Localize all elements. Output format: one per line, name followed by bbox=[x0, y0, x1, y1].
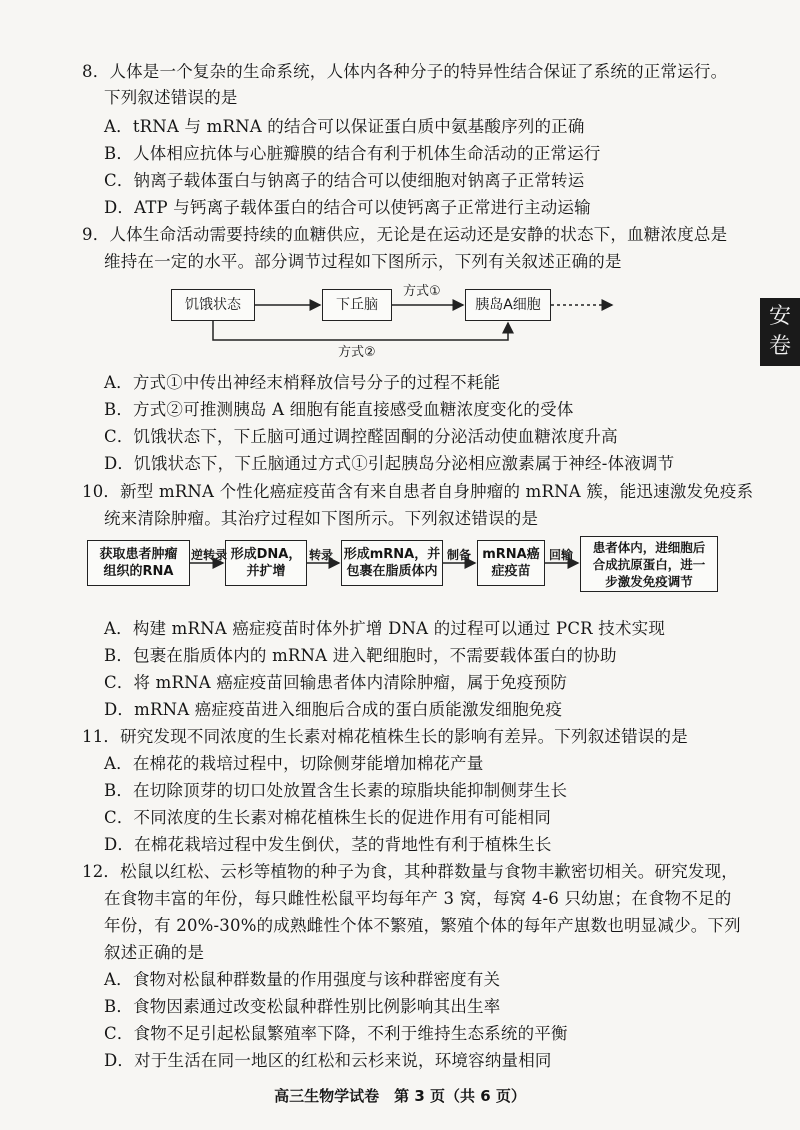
q10-option-d: D．mRNA 癌症疫苗进入细胞后合成的蛋白质能激发细胞免疫 bbox=[104, 700, 563, 719]
q11-option-c: C．不同浓度的生长素对棉花植株生长的促进作用有可能相同 bbox=[104, 808, 552, 827]
q10-label-reinfuse: 回输 bbox=[549, 548, 574, 562]
q12-stem: 12．松鼠以红松、云杉等植物的种子为食，其种群数量与食物丰歉密切相关。研究发现， bbox=[82, 862, 738, 881]
side-tab-line2: 卷 bbox=[768, 334, 791, 359]
q10-option-c: C．将 mRNA 癌症疫苗回输患者体内清除肿瘤，属于免疫预防 bbox=[104, 673, 568, 692]
q12-option-c: C．食物不足引起松鼠繁殖率下降，不利于维持生态系统的平衡 bbox=[104, 1024, 568, 1043]
q9-option-b: B．方式②可推测胰岛 A 细胞有能直接感受血糖浓度变化的受体 bbox=[104, 400, 574, 419]
q8-option-d: D．ATP 与钙离子载体蛋白的结合可以使钙离子正常进行主动运输 bbox=[104, 198, 591, 217]
side-tab bbox=[760, 298, 800, 366]
q9-option-c: C．饥饿状态下，下丘脑可通过调控醛固酮的分泌活动使血糖浓度升高 bbox=[104, 427, 618, 446]
q10-label-reverse-transcription: 逆转录 bbox=[191, 548, 228, 562]
q9-box-hypothalamus: 下丘脑 bbox=[322, 289, 392, 321]
q9-option-d: D．饥饿状态下，下丘脑通过方式①引起胰岛分泌相应激素属于神经-体液调节 bbox=[104, 454, 675, 473]
q10-stem: 10．新型 mRNA 个性化癌症疫苗含有来自患者自身肿瘤的 mRNA 簇，能迅速激发免疫系 bbox=[82, 482, 754, 501]
q9-box-hunger: 饥饿状态 bbox=[171, 289, 255, 321]
q9-label-route2: 方式② bbox=[338, 345, 376, 360]
q9-stem-cont: 维持在一定的水平。部分调节过程如下图所示，下列有关叙述正确的是 bbox=[104, 252, 622, 271]
q8-stem-cont: 下列叙述错误的是 bbox=[104, 88, 238, 107]
q9-stem: 9．人体生命活动需要持续的血糖供应，无论是在运动还是安静的状态下，血糖浓度总是 bbox=[82, 225, 728, 244]
q9-box-islet-a: 胰岛A细胞 bbox=[465, 289, 551, 321]
q9-label-route1: 方式① bbox=[403, 284, 441, 299]
q10-option-a: A．构建 mRNA 癌症疫苗时体外扩增 DNA 的过程可以通过 PCR 技术实现 bbox=[104, 619, 666, 638]
q12-stem-cont-2: 年份，有 20%-30%的成熟雌性个体不繁殖，繁殖个体的每年产崽数也明显减少。下列 bbox=[104, 916, 741, 935]
q12-option-b: B．食物因素通过改变松鼠种群性别比例影响其出生率 bbox=[104, 997, 501, 1016]
q8-option-a: A．tRNA 与 mRNA 的结合可以保证蛋白质中氨基酸序列的正确 bbox=[104, 117, 585, 136]
q10-box-rna: 获取患者肿瘤 组织的RNA bbox=[87, 540, 190, 586]
q12-option-a: A．食物对松鼠种群数量的作用强度与该种群密度有关 bbox=[104, 970, 501, 989]
q8-option-c: C．钠离子载体蛋白与钠离子的结合可以使细胞对钠离子正常转运 bbox=[104, 171, 585, 190]
q10-box-dna: 形成DNA， 并扩增 bbox=[225, 540, 307, 586]
q9-option-a: A．方式①中传出神经末梢释放信号分子的过程不耗能 bbox=[104, 373, 501, 392]
q11-option-b: B．在切除顶芽的切口处放置含生长素的琼脂块能抑制侧芽生长 bbox=[104, 781, 568, 800]
q8-stem: 8．人体是一个复杂的生命系统，人体内各种分子的特异性结合保证了系统的正常运行。 bbox=[82, 62, 728, 81]
q12-stem-cont-3: 叙述正确的是 bbox=[104, 943, 205, 962]
q10-label-transcription: 转录 bbox=[309, 548, 334, 562]
q11-option-d: D．在棉花栽培过程中发生倒伏，茎的背地性有利于植株生长 bbox=[104, 835, 552, 854]
q10-stem-cont: 统来清除肿瘤。其治疗过程如下图所示。下列叙述错误的是 bbox=[104, 509, 539, 528]
q10-option-b: B．包裹在脂质体内的 mRNA 进入靶细胞时，不需要载体蛋白的协助 bbox=[104, 646, 617, 665]
q11-option-a: A．在棉花的栽培过程中，切除侧芽能增加棉花产量 bbox=[104, 754, 484, 773]
page-footer: 高三生物学试卷 第 3 页（共 6 页） bbox=[274, 1087, 526, 1105]
q10-box-mrna: 形成mRNA，并 包裹在脂质体内 bbox=[341, 540, 443, 586]
q12-option-d: D．对于生活在同一地区的红松和云杉来说，环境容纳量相同 bbox=[104, 1051, 552, 1070]
side-tab-line1: 安 bbox=[768, 304, 791, 329]
q10-box-vaccine: mRNA癌 症疫苗 bbox=[477, 540, 545, 586]
q10-box-patient: 患者体内，进细胞后 合成抗原蛋白，进一 步激发免疫调节 bbox=[580, 536, 718, 592]
q8-option-b: B．人体相应抗体与心脏瓣膜的结合有利于机体生命活动的正常运行 bbox=[104, 144, 601, 163]
q11-stem: 11．研究发现不同浓度的生长素对棉花植株生长的影响有差异。下列叙述错误的是 bbox=[82, 727, 688, 746]
q12-stem-cont-1: 在食物丰富的年份，每只雌性松鼠平均每年产 3 窝，每窝 4-6 只幼崽；在食物不足的 bbox=[104, 889, 732, 908]
q10-label-prepare: 制备 bbox=[447, 548, 472, 562]
